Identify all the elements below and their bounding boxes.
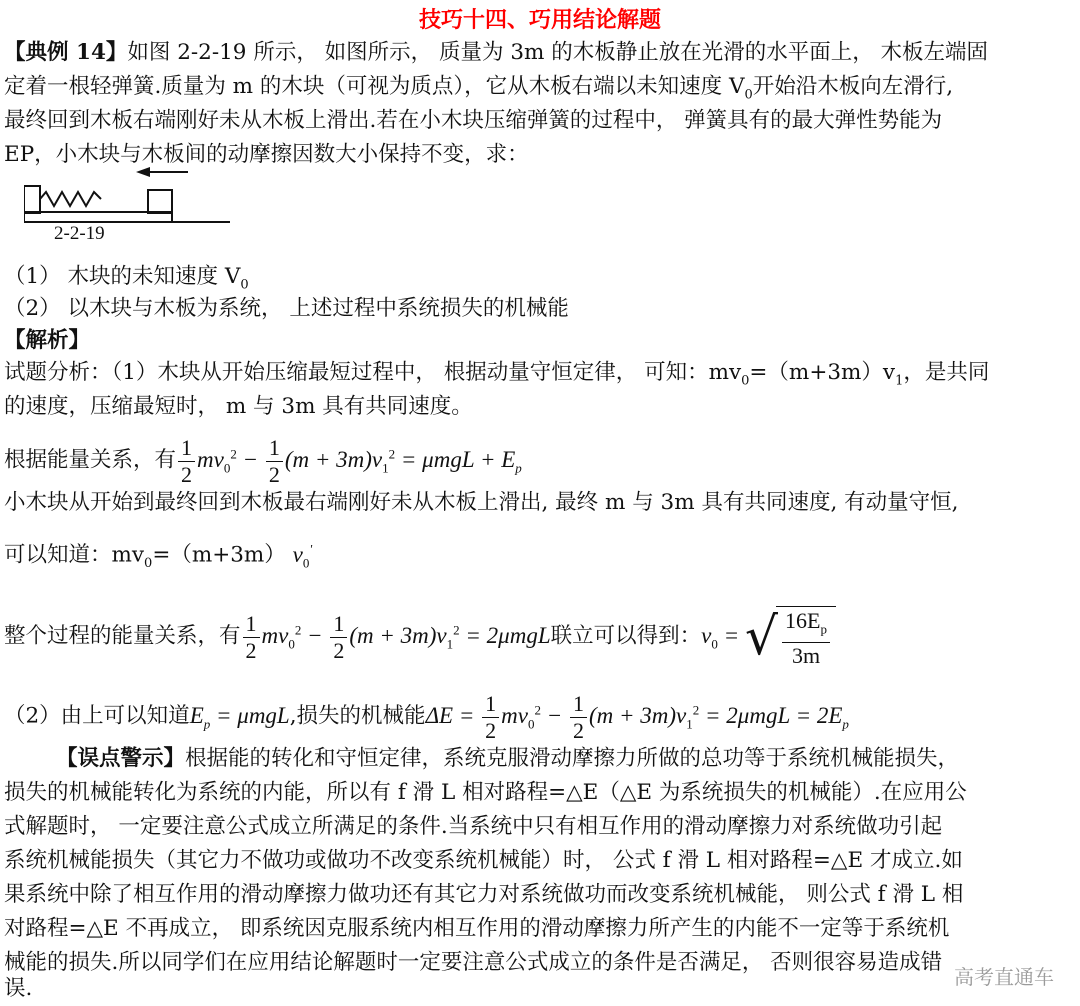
watermark: 高考直通车: [954, 965, 1054, 989]
sqrt-expression: √ $\frac{16E_p}{3m}$: [745, 606, 836, 669]
warning-label: 【误点警示】: [56, 746, 186, 771]
problem-line-4: EP，小木块与木板间的动摩擦因数大小保持不变，求：: [4, 142, 529, 167]
warning-line-2: 损失的机械能转化为系统的内能，所以有 f 滑 L 相对路程=△E（△E 为系统损失的机械能）.在应用公: [4, 780, 967, 805]
warning-line-7: 械能的损失.所以同学们在应用结论解题时一定要注意公式成立的条件是否满足， 否则很容易造成错: [4, 950, 943, 975]
problem-label: 【典例 14】: [4, 40, 128, 65]
warning-line-6: 对路程=△E 不再成立， 即系统因克服系统内相互作用的滑动摩擦力所产生的内能不一定等于系统机: [4, 916, 950, 941]
figure-label: 2-2-19: [54, 223, 105, 244]
analysis-label: 【解析】: [4, 328, 91, 353]
analysis-line-5: 可以知道：$mv_0=(m+3m)$ $v_0'$: [4, 541, 313, 571]
analysis-line-4: 小木块从开始到最终回到木板最右端刚好未从木板上滑出, 最终 m 与 3m 具有共同速度, 有动量守恒,: [4, 490, 959, 515]
wooden-block: [148, 190, 172, 213]
wall-block: [24, 186, 40, 213]
question-2: （2） 以木块与木板为系统， 上述过程中系统损失的机械能: [4, 296, 569, 321]
arrow-head-icon: [136, 167, 150, 177]
warning-line-1: 【误点警示】根据能的转化和守恒定律，系统克服滑动摩擦力所做的总功等于系统机械能损失，: [56, 746, 960, 771]
energy-equation-1: 根据能量关系，有 $\frac{1}{2}$ $mv_0^2$ − $\frac{1}{2}$ $(m + 3m)v_1^2 = \mu mgL + E_p$: [4, 434, 522, 487]
question-1: （1） 木块的未知速度 $V_0$: [4, 264, 249, 293]
analysis-line-1: 试题分析：（1）木块从开始压缩最短过程中， 根据动量守恒定律， 可知：$mv_0=(m+3m)v_1$，是共同: [4, 360, 990, 389]
page-title: 技巧十四、巧用结论解题: [418, 7, 661, 33]
warning-line-4: 系统机械能损失（其它力不做功或做功不改变系统机械能）时， 公式 f 滑 L 相对路程=△E 才成立.如: [4, 848, 963, 873]
warning-line-3: 式解题时， 一定要注意公式成立所满足的条件.当系统中只有相互作用的滑动摩擦力对系统做功引起: [4, 814, 943, 839]
warning-line-8: 误.: [4, 976, 33, 1001]
problem-line-3: 最终回到木板右端刚好未从木板上滑出.若在小木块压缩弹簧的过程中， 弹簧具有的最大弹性势能为: [4, 108, 943, 133]
energy-equation-2: 整个过程的能量关系，有 $\frac{1}{2}$ $mv_0^2$ − $\frac{1}{2}$ $(m + 3m)v_1^2 = 2\mu mgL$联立可以得到：$v_0$ = √ $\frac{16E_p}{3m}$: [4, 600, 1074, 674]
analysis-line-2: 的速度，压缩最短时， m 与 3m 具有共同速度。: [4, 394, 473, 419]
problem-line-1: 【典例 14】如图 2-2-19 所示， 如图所示， 质量为 3m 的木板静止放在光滑的水平面上， 木板左端固: [4, 40, 989, 65]
spring-zigzag: [40, 192, 101, 206]
energy-equation-3: （2）由上可以知道$E_p = \mu mgL$,损失的机械能ΔE = $\frac{1}{2}$ $mv_0^2$ − $\frac{1}{2}$ $(m + 3m)v_1^2 = 2\mu mgL = 2E_p$: [4, 690, 849, 743]
problem-line-2: 定着一根轻弹簧.质量为 m 的木块（可视为质点），它从木板右端以未知速度 $V_0$开始沿木板向左滑行,: [4, 74, 954, 103]
warning-line-5: 果系统中除了相互作用的滑动摩擦力做功还有其它力对系统做功而改变系统机械能， 则公式 f 滑 L 相: [4, 882, 964, 907]
